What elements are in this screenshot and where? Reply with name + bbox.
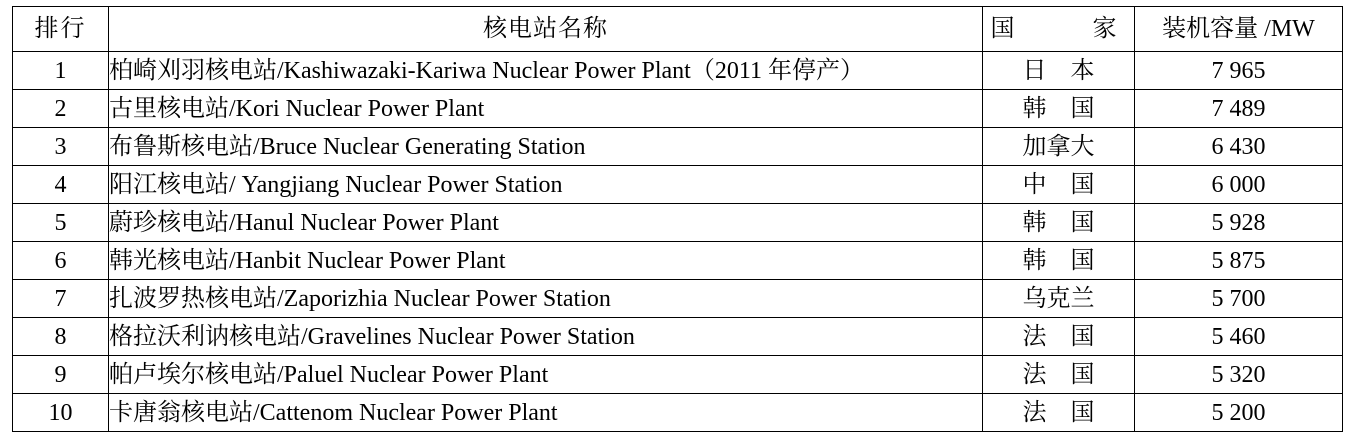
cell-name: 韩光核电站/Hanbit Nuclear Power Plant <box>109 242 983 280</box>
cell-rank: 6 <box>13 242 109 280</box>
table-row <box>13 128 1343 166</box>
table-row <box>13 394 1343 432</box>
cell-country: 中 国 <box>983 166 1135 204</box>
table-header-row <box>13 7 1343 52</box>
table-row <box>13 280 1343 318</box>
cell-rank: 9 <box>13 356 109 394</box>
cell-country: 法 国 <box>983 394 1135 432</box>
cell-country: 法 国 <box>983 356 1135 394</box>
cell-name: 古里核电站/Kori Nuclear Power Plant <box>109 90 983 128</box>
cell-name: 帕卢埃尔核电站/Paluel Nuclear Power Plant <box>109 356 983 394</box>
cell-rank: 5 <box>13 204 109 242</box>
cell-capacity: 6 000 <box>1135 166 1343 204</box>
cell-name: 蔚珍核电站/Hanul Nuclear Power Plant <box>109 204 983 242</box>
cell-name: 柏崎刈羽核电站/Kashiwazaki-Kariwa Nuclear Power Plant（2011 年停产） <box>109 52 983 90</box>
cell-capacity: 7 489 <box>1135 90 1343 128</box>
cell-country: 韩 国 <box>983 204 1135 242</box>
column-header-country: 国 家 <box>983 7 1135 52</box>
cell-rank: 3 <box>13 128 109 166</box>
cell-rank: 8 <box>13 318 109 356</box>
cell-rank: 2 <box>13 90 109 128</box>
table-row <box>13 90 1343 128</box>
table-body <box>13 52 1343 432</box>
cell-capacity: 5 928 <box>1135 204 1343 242</box>
cell-name: 格拉沃利讷核电站/Gravelines Nuclear Power Station <box>109 318 983 356</box>
cell-capacity: 5 875 <box>1135 242 1343 280</box>
cell-country: 法 国 <box>983 318 1135 356</box>
cell-rank: 1 <box>13 52 109 90</box>
cell-country: 日 本 <box>983 52 1135 90</box>
table-row <box>13 318 1343 356</box>
table-header <box>13 7 1343 52</box>
column-header-name: 核电站名称 <box>109 7 983 52</box>
column-header-capacity: 装机容量 /MW <box>1135 7 1343 52</box>
cell-capacity: 5 700 <box>1135 280 1343 318</box>
cell-rank: 10 <box>13 394 109 432</box>
cell-country: 加拿大 <box>983 128 1135 166</box>
table-row <box>13 242 1343 280</box>
cell-capacity: 5 200 <box>1135 394 1343 432</box>
column-header-rank: 排行 <box>13 7 109 52</box>
cell-capacity: 5 460 <box>1135 318 1343 356</box>
cell-name: 卡唐翁核电站/Cattenom Nuclear Power Plant <box>109 394 983 432</box>
cell-name: 布鲁斯核电站/Bruce Nuclear Generating Station <box>109 128 983 166</box>
cell-name: 扎波罗热核电站/Zaporizhia Nuclear Power Station <box>109 280 983 318</box>
table-row <box>13 356 1343 394</box>
cell-capacity: 6 430 <box>1135 128 1343 166</box>
cell-country: 韩 国 <box>983 242 1135 280</box>
nuclear-plant-ranking-table <box>12 6 1343 432</box>
cell-country: 韩 国 <box>983 90 1135 128</box>
cell-name: 阳江核电站/ Yangjiang Nuclear Power Station <box>109 166 983 204</box>
cell-capacity: 7 965 <box>1135 52 1343 90</box>
table-row <box>13 166 1343 204</box>
cell-capacity: 5 320 <box>1135 356 1343 394</box>
cell-country: 乌克兰 <box>983 280 1135 318</box>
table-row <box>13 204 1343 242</box>
cell-rank: 7 <box>13 280 109 318</box>
table-row <box>13 52 1343 90</box>
cell-rank: 4 <box>13 166 109 204</box>
